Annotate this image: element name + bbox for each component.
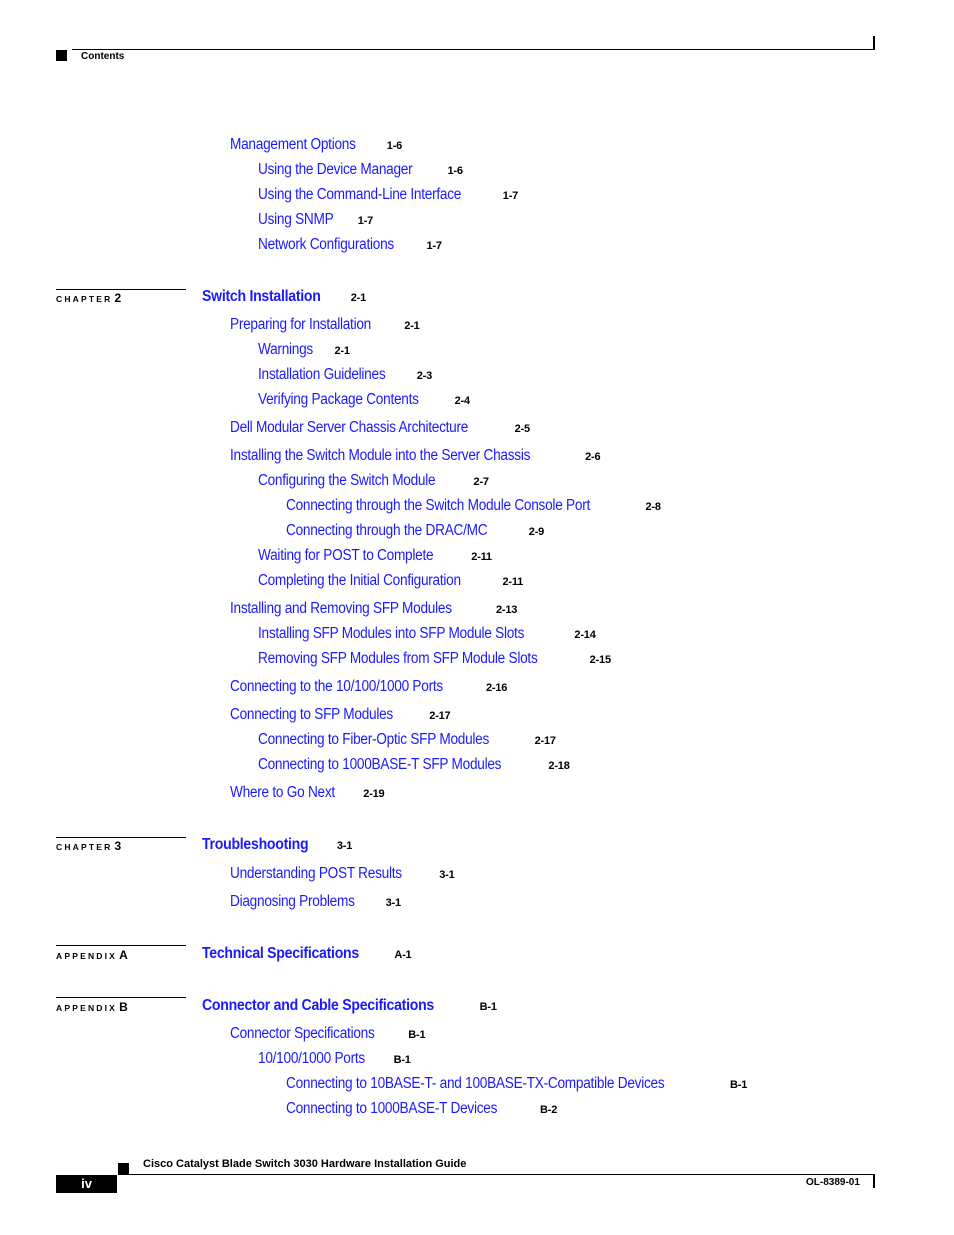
appendix-b-rule xyxy=(56,997,186,998)
toc-entry[interactable]: Verifying Package Contents 2-4 xyxy=(258,391,470,408)
toc-entry[interactable]: Completing the Initial Configuration 2-11 xyxy=(258,572,524,589)
toc-entry[interactable]: Network Configurations 1-7 xyxy=(258,236,442,253)
header-tick xyxy=(873,36,875,50)
toc-entry[interactable]: Dell Modular Server Chassis Architecture 2-5 xyxy=(230,419,530,436)
toc-entry[interactable]: Connecting through the Switch Module Console Port 2-8 xyxy=(286,497,661,514)
toc-entry[interactable]: Connecting through the DRAC/MC 2-9 xyxy=(286,522,545,539)
footer-tick xyxy=(873,1174,875,1188)
toc-entry[interactable]: Installing SFP Modules into SFP Module Slots 2-14 xyxy=(258,625,596,642)
header-label: Contents xyxy=(81,51,125,62)
toc-chapter-entry[interactable]: Technical Specifications A-1 xyxy=(202,945,412,962)
toc-entry[interactable]: Where to Go Next 2-19 xyxy=(230,784,385,801)
chapter-3-label: CHAPTER 3 xyxy=(56,839,122,853)
toc-entry[interactable]: Installing the Switch Module into the Server Chassis 2-6 xyxy=(230,447,601,464)
appendix-a-label: APPENDIX A xyxy=(56,948,128,962)
footer-doc-number: OL-8389-01 xyxy=(806,1177,860,1188)
footer-rule xyxy=(118,1174,875,1175)
toc-entry[interactable]: Waiting for POST to Complete 2-11 xyxy=(258,547,492,564)
header-rule xyxy=(72,49,875,50)
appendix-a-rule xyxy=(56,945,186,946)
chapter-3-rule xyxy=(56,837,186,838)
chapter-2-label: CHAPTER 2 xyxy=(56,291,122,305)
toc-entry[interactable]: Understanding POST Results 3-1 xyxy=(230,865,455,882)
toc-entry[interactable]: Removing SFP Modules from SFP Module Slots 2-15 xyxy=(258,650,611,667)
toc-chapter-entry[interactable]: Troubleshooting 3-1 xyxy=(202,836,353,853)
toc-entry[interactable]: Installation Guidelines 2-3 xyxy=(258,366,433,383)
toc-entry[interactable]: Using the Command-Line Interface 1-7 xyxy=(258,186,519,203)
toc-entry[interactable]: Connecting to 1000BASE-T SFP Modules 2-18 xyxy=(258,756,570,773)
toc-entry[interactable]: Connector Specifications B-1 xyxy=(230,1025,426,1042)
toc-entry[interactable]: Connecting to the 10/100/1000 Ports 2-16 xyxy=(230,678,508,695)
toc-entry[interactable]: Configuring the Switch Module 2-7 xyxy=(258,472,489,489)
toc-entry[interactable]: Connecting to 1000BASE-T Devices B-2 xyxy=(286,1100,558,1117)
toc-chapter-entry[interactable]: Connector and Cable Specifications B-1 xyxy=(202,997,497,1014)
toc-entry[interactable]: Installing and Removing SFP Modules 2-13 xyxy=(230,600,518,617)
toc-entry[interactable]: Connecting to SFP Modules 2-17 xyxy=(230,706,451,723)
toc-entry[interactable]: Connecting to Fiber-Optic SFP Modules 2-17 xyxy=(258,731,556,748)
toc-entry[interactable]: Diagnosing Problems 3-1 xyxy=(230,893,401,910)
toc-entry[interactable]: Management Options 1-6 xyxy=(230,136,403,153)
chapter-2-rule xyxy=(56,289,186,290)
toc-entry[interactable]: Preparing for Installation 2-1 xyxy=(230,316,420,333)
toc-entry[interactable]: Using SNMP 1-7 xyxy=(258,211,374,228)
toc-entry[interactable]: Warnings 2-1 xyxy=(258,341,350,358)
appendix-b-label: APPENDIX B xyxy=(56,1000,128,1014)
footer-page-number: iv xyxy=(56,1175,117,1193)
footer-title: Cisco Catalyst Blade Switch 3030 Hardware Installation Guide xyxy=(143,1158,467,1170)
toc-entry[interactable]: Using the Device Manager 1-6 xyxy=(258,161,463,178)
toc-chapter-entry[interactable]: Switch Installation 2-1 xyxy=(202,288,367,305)
footer-marker xyxy=(118,1163,129,1174)
header-marker xyxy=(56,50,67,61)
toc-entry[interactable]: 10/100/1000 Ports B-1 xyxy=(258,1050,411,1067)
toc-entry[interactable]: Connecting to 10BASE-T- and 100BASE-TX-Compatible Devices B-1 xyxy=(286,1075,748,1092)
